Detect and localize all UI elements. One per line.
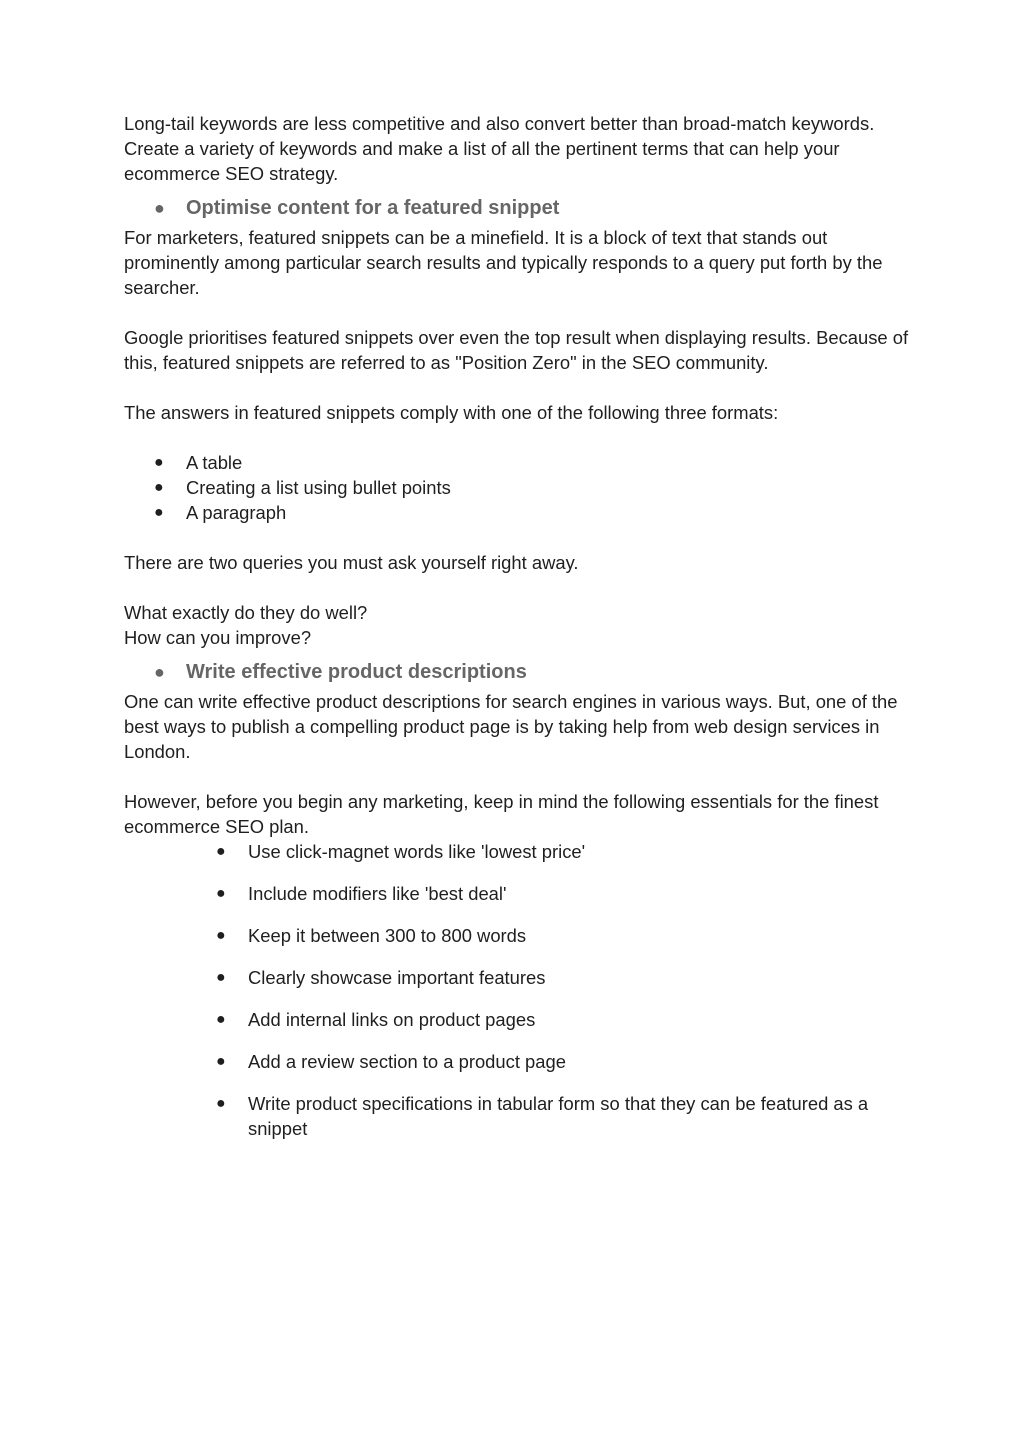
list-item (124, 500, 914, 525)
bullet-icon: ● (216, 1095, 226, 1112)
paragraph-answers-formats: The answers in featured snippets comply with one of the following three formats: (124, 402, 779, 423)
paragraph-effective-descriptions: One can write effective product descriptions for search engines in various ways. But, one of the best ways to publish a compelling product page is by taking help from web design services in London. (124, 691, 898, 762)
paragraph-marketers: For marketers, featured snippets can be a minefield. It is a block of text that stands out prominently among particular search results and typically responds to a query put forth by the searcher. (124, 227, 883, 298)
list-item (124, 881, 914, 906)
list-item (124, 965, 914, 990)
list-item-text: Add a review section to a product page (248, 1051, 566, 1072)
list-item (124, 450, 914, 475)
bullet-icon: ● (216, 1011, 226, 1028)
bullet-icon: ● (154, 479, 164, 496)
list-item-text: Keep it between 300 to 800 words (248, 925, 527, 946)
bullet-icon: ● (154, 504, 164, 521)
paragraph-before-marketing: However, before you begin any marketing, keep in mind the following essentials for the finest ecommerce SEO plan. (124, 791, 879, 837)
bullet-icon: ● (216, 1053, 226, 1070)
document-page (124, 111, 914, 1158)
list-item-text: Use click-magnet words like 'lowest price' (248, 841, 586, 862)
heading-featured-snippet (124, 195, 914, 221)
bullet-icon: ● (216, 927, 226, 944)
paragraph-question-2: How can you improve? (124, 627, 312, 648)
list-item (124, 1007, 914, 1032)
list-item-text: Clearly showcase important features (248, 967, 546, 988)
list-item (124, 839, 914, 864)
bullet-icon: ● (154, 198, 165, 218)
bullet-icon: ● (154, 454, 164, 471)
list-item-text: Write product specifications in tabular form so that they can be featured as a snippet (248, 1093, 869, 1139)
bullet-icon: ● (154, 662, 165, 682)
paragraph-long-tail-keywords: Long-tail keywords are less competitive and also convert better than broad-match keywords. Create a variety of keywords and make a list of all the pertinent terms that can help your ecommerce SEO strategy. (124, 113, 875, 184)
paragraph-google-prioritises: Google prioritises featured snippets over even the top result when displaying results. Because of this, featured snippets are referred to as "Position Zero" in the SEO community. (124, 327, 909, 373)
formats-list (124, 450, 914, 525)
bullet-icon: ● (216, 969, 226, 986)
list-item-text: Include modifiers like 'best deal' (248, 883, 507, 904)
list-item-text: A paragraph (186, 502, 287, 523)
list-item (124, 1049, 914, 1074)
list-item (124, 923, 914, 948)
list-item-text: Creating a list using bullet points (186, 477, 451, 498)
bullet-icon: ● (216, 843, 226, 860)
paragraph-two-queries: There are two queries you must ask yourself right away. (124, 552, 579, 573)
paragraph-question-1: What exactly do they do well? (124, 602, 368, 623)
essentials-list (124, 839, 914, 1141)
heading-product-descriptions (124, 659, 914, 685)
list-item (124, 1091, 914, 1141)
heading-text: Write effective product descriptions (186, 661, 527, 683)
list-item (124, 475, 914, 500)
bullet-icon: ● (216, 885, 226, 902)
heading-text: Optimise content for a featured snippet (186, 197, 560, 219)
list-item-text: Add internal links on product pages (248, 1009, 536, 1030)
list-item-text: A table (186, 452, 243, 473)
